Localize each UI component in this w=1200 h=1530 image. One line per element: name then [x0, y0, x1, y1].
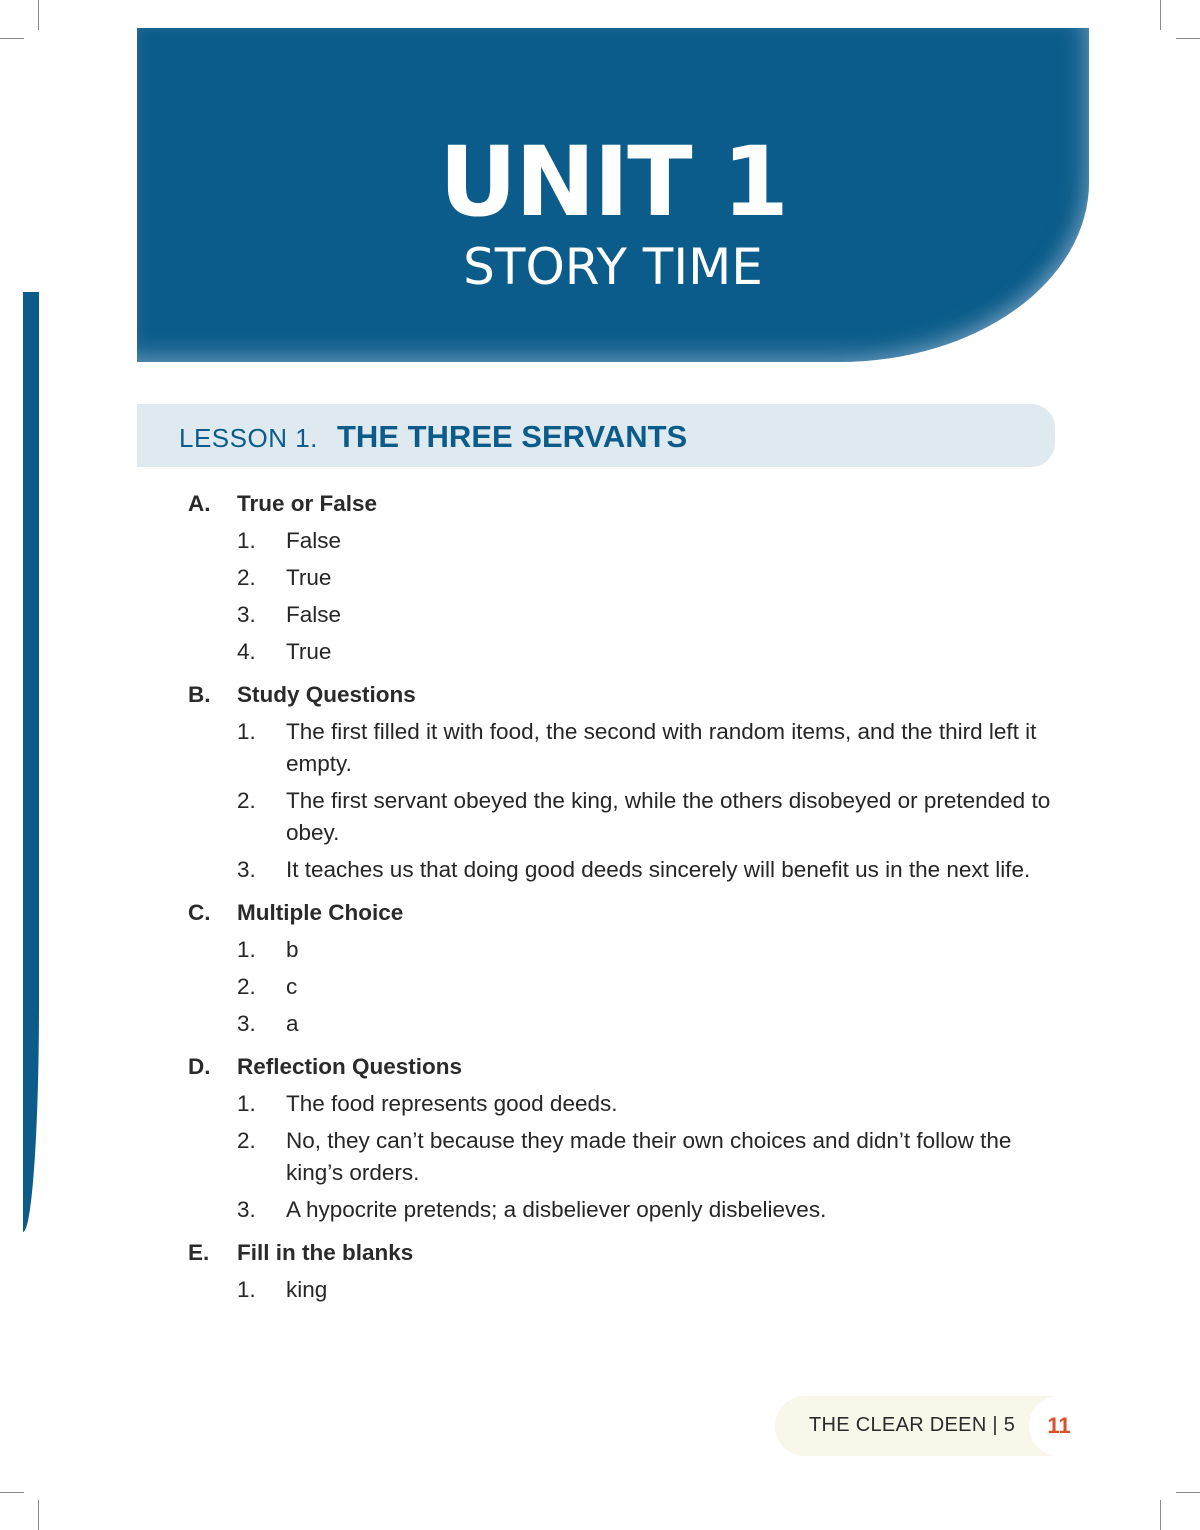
- list-item: [237, 636, 1068, 668]
- section-heading: [188, 1051, 1068, 1083]
- crop-mark: [38, 0, 39, 30]
- item-number: 1.: [237, 719, 256, 744]
- item-text: The food represents good deeds.: [286, 1091, 618, 1116]
- page-number: 11: [1029, 1396, 1089, 1456]
- section-title: Multiple Choice: [237, 900, 404, 925]
- item-number: 3.: [237, 602, 256, 627]
- item-number: 1.: [237, 1091, 256, 1116]
- answer-key: [188, 488, 1068, 1317]
- crop-mark: [38, 1500, 39, 1530]
- lesson-title: THE THREE SERVANTS: [337, 419, 688, 454]
- section-letter: D.: [188, 1054, 211, 1079]
- item-text: The first servant obeyed the king, while the others disobeyed or pretended to obey.: [286, 788, 1051, 845]
- section-study-questions: [188, 679, 1068, 886]
- section-letter: B.: [188, 682, 211, 707]
- section-title: True or False: [237, 491, 378, 516]
- section-title: Study Questions: [237, 682, 416, 707]
- section-fill-in-the-blanks: [188, 1237, 1068, 1306]
- item-number: 2.: [237, 1128, 256, 1153]
- section-true-false: [188, 488, 1068, 668]
- section-letter: E.: [188, 1240, 210, 1265]
- section-heading: [188, 679, 1068, 711]
- item-text: It teaches us that doing good deeds sincerely will benefit us in the next life.: [286, 857, 1031, 882]
- section-title: Fill in the blanks: [237, 1240, 414, 1265]
- crop-mark: [1176, 1492, 1200, 1493]
- item-text: True: [286, 639, 332, 664]
- section-heading: [188, 897, 1068, 929]
- item-text: False: [286, 528, 342, 553]
- item-text: A hypocrite pretends; a disbeliever openly disbelieves.: [286, 1197, 827, 1222]
- section-multiple-choice: [188, 897, 1068, 1040]
- section-letter: C.: [188, 900, 211, 925]
- lesson-label: LESSON 1.: [179, 423, 318, 453]
- crop-mark: [0, 1492, 24, 1493]
- list-item: [237, 716, 1068, 780]
- item-number: 3.: [237, 857, 256, 882]
- list-item: [237, 971, 1068, 1003]
- list-item: [237, 562, 1068, 594]
- item-number: 4.: [237, 639, 256, 664]
- item-number: 2.: [237, 788, 256, 813]
- book-title: THE CLEAR DEEN | 5: [809, 1414, 1016, 1436]
- list-item: [237, 934, 1068, 966]
- unit-title: UNIT 1: [439, 126, 787, 238]
- list-item: [237, 1008, 1068, 1040]
- section-title: Reflection Questions: [237, 1054, 463, 1079]
- crop-mark: [1176, 38, 1200, 39]
- item-number: 2.: [237, 974, 256, 999]
- list-item: [237, 599, 1068, 631]
- list-item: [237, 854, 1068, 886]
- item-text: True: [286, 565, 332, 590]
- item-text: king: [286, 1277, 328, 1302]
- item-text: c: [286, 974, 298, 999]
- section-letter: A.: [188, 491, 211, 516]
- item-number: 3.: [237, 1197, 256, 1222]
- item-number: 1.: [237, 937, 256, 962]
- item-text: No, they can’t because they made their own choices and didn’t follow the king’s orders.: [286, 1128, 1012, 1185]
- crop-mark: [1160, 1500, 1161, 1530]
- unit-subtitle: STORY TIME: [463, 238, 763, 296]
- item-text: a: [286, 1011, 299, 1036]
- item-text: The first filled it with food, the second with random items, and the third left it empty.: [286, 719, 1037, 776]
- unit-banner: [137, 28, 1089, 362]
- list-item: [237, 525, 1068, 557]
- item-number: 3.: [237, 1011, 256, 1036]
- list-item: [237, 1194, 1068, 1226]
- list-item: [237, 1274, 1068, 1306]
- item-number: 2.: [237, 565, 256, 590]
- crop-mark: [1160, 0, 1161, 30]
- lesson-header: [137, 404, 1055, 467]
- section-reflection-questions: [188, 1051, 1068, 1226]
- section-heading: [188, 488, 1068, 520]
- item-number: 1.: [237, 528, 256, 553]
- section-heading: [188, 1237, 1068, 1269]
- list-item: [237, 785, 1068, 849]
- side-accent-bar: [23, 292, 39, 1232]
- list-item: [237, 1125, 1068, 1189]
- item-text: False: [286, 602, 342, 627]
- page-footer: [775, 1396, 1089, 1456]
- crop-mark: [0, 38, 24, 39]
- item-number: 1.: [237, 1277, 256, 1302]
- list-item: [237, 1088, 1068, 1120]
- item-text: b: [286, 937, 299, 962]
